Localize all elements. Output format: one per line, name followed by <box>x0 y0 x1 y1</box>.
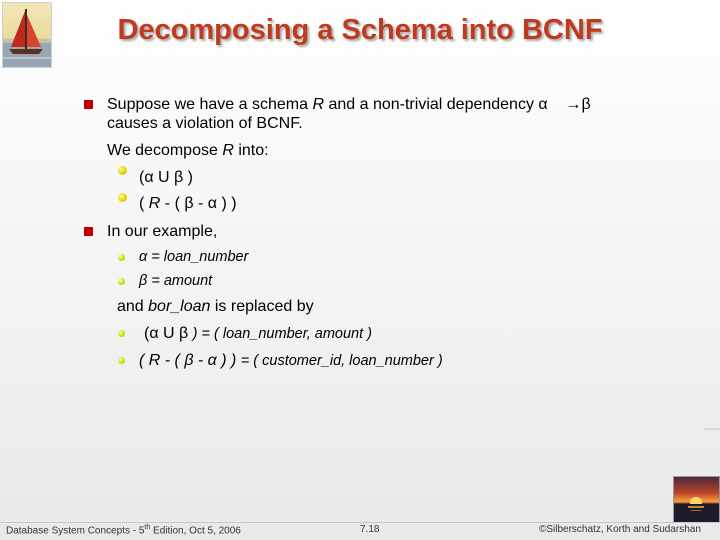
text: We decompose <box>107 142 223 159</box>
bullet-1-line-3 <box>107 142 269 160</box>
sub-bullet-icon <box>118 254 125 261</box>
divider <box>704 428 720 430</box>
beta-symbol: β <box>581 96 591 113</box>
text: (α U β <box>144 325 193 342</box>
text: and a non-trivial dependency <box>324 96 539 113</box>
text: Edition, Oct 5, 2006 <box>150 525 241 537</box>
text: th <box>144 524 151 531</box>
beta-def <box>139 273 212 289</box>
result-1 <box>144 325 372 343</box>
relation-name: bor_loan <box>148 298 211 315</box>
bullet-2-text: In our example, <box>107 223 218 240</box>
result-2 <box>139 352 443 370</box>
bullet-square-icon <box>84 227 93 236</box>
decomp-1: (α U β ) <box>139 169 193 186</box>
arrow-symbol: → <box>565 96 582 113</box>
text: ) = ( loan_number, amount ) <box>192 326 373 342</box>
text: is replaced by <box>210 298 314 315</box>
alpha-def <box>139 249 248 265</box>
footer-left <box>6 524 241 536</box>
sub-bullet-icon <box>118 166 127 175</box>
text: and <box>117 298 149 315</box>
schema-r: R <box>148 195 161 212</box>
text: Database System Concepts - 5 <box>6 525 145 537</box>
sub-bullet-icon <box>118 278 125 285</box>
sub-bullet-icon <box>118 357 125 364</box>
footer-page-number: 7.18 <box>360 524 380 535</box>
footer-right: ©Silberschatz, Korth and Sudarshan <box>539 524 701 535</box>
text: into: <box>233 142 269 159</box>
sunset-icon <box>673 476 720 523</box>
text: = loan_number <box>147 249 249 265</box>
sub-bullet-icon <box>118 330 125 337</box>
alpha-symbol: α <box>538 96 548 113</box>
text: = amount <box>147 273 213 289</box>
text: ( <box>139 195 149 212</box>
bullet-1-line-1 <box>107 96 591 114</box>
text: = ( customer_id, loan_number ) <box>240 353 443 369</box>
footer-divider <box>0 522 720 523</box>
sub-bullet-icon <box>118 193 127 202</box>
schema-r: R <box>222 142 234 159</box>
text: Suppose we have a schema <box>107 96 313 113</box>
text: - ( β - α ) ) <box>160 195 237 212</box>
beta-symbol: β <box>139 273 148 289</box>
replaced-by-line <box>117 298 314 316</box>
text: ( R - ( β - α ) ) <box>139 352 241 369</box>
decomp-2 <box>139 195 237 213</box>
alpha-symbol: α <box>139 249 148 265</box>
bullet-1-line-2: causes a violation of BCNF. <box>107 115 303 132</box>
schema-r: R <box>312 96 325 113</box>
bullet-square-icon <box>84 100 93 109</box>
page-title: Decomposing a Schema into BCNF <box>117 14 603 46</box>
